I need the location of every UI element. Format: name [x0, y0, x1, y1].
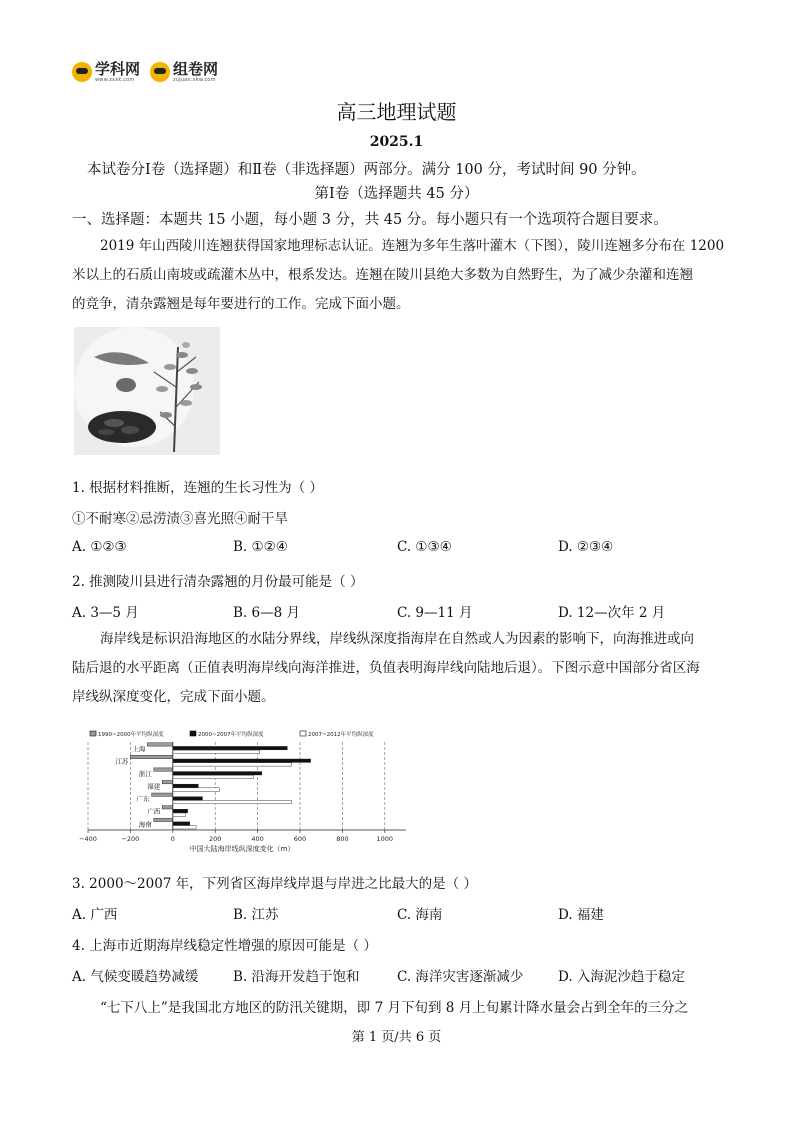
- bar-上海: [173, 746, 287, 749]
- legend-swatch: [300, 731, 306, 736]
- passage-line: 的竞争，清杂露翘是每年要进行的工作。完成下面小题。: [72, 296, 410, 312]
- question-2-option-d: D. 12—次年 2 月: [558, 605, 666, 621]
- passage-2: [72, 625, 722, 712]
- logo-zujuan: [150, 61, 218, 83]
- category-label: 浙江: [138, 770, 152, 779]
- question-1-option-a: A. ①②③: [72, 539, 127, 555]
- question-2-option-a: A. 3—5 月: [72, 605, 139, 621]
- bar-海南: [173, 822, 190, 825]
- x-tick-label: 200: [208, 835, 222, 843]
- question-4-option-b: B. 沿海开发趋于饱和: [233, 969, 360, 985]
- question-4-stem: 4. 上海市近期海岸线稳定性增强的原因可能是（ ）: [72, 938, 377, 954]
- bar-福建: [173, 784, 198, 787]
- bar-浙江: [154, 768, 173, 771]
- category-label: 广东: [136, 795, 150, 804]
- legend-label: 2007~2012年平均纵深度: [308, 732, 374, 738]
- question-1-statements: ①不耐寒②忌涝渍③喜光照④耐干旱: [72, 511, 288, 527]
- x-tick-label: 600: [293, 835, 307, 843]
- category-label: 海南: [138, 820, 152, 829]
- legend-swatch: [90, 731, 96, 736]
- passage-line: 陆后退的水平距离（正值表明海岸线向海洋推进，负值表明海岸线向陆地后退）。下图示意中国部分省区海: [72, 660, 700, 676]
- bar-海南: [154, 818, 173, 821]
- bar-浙江: [173, 772, 262, 775]
- forsythia-photo: [74, 327, 220, 455]
- exam-date: 2025.1: [369, 134, 424, 150]
- question-3-stem: 3. 2000～2007 年，下列省区海岸线岸退与岸进之比最大的是（ ）: [72, 876, 477, 892]
- question-1-stem: 1. 根据材料推断，连翘的生长习性为（ ）: [72, 480, 323, 496]
- passage-line: 海岸线是标识沿海地区的水陆分界线，岸线纵深度指海岸在自然或人为因素的影响下，向海推进或向: [100, 631, 694, 647]
- bar-江苏: [130, 755, 172, 758]
- bar-福建: [162, 780, 173, 783]
- category-label: 福建: [147, 782, 161, 791]
- bar-广东: [152, 793, 173, 796]
- exam-title: 高三地理试题: [336, 100, 457, 124]
- logo-text: 学科网: [95, 60, 141, 78]
- logo-text: 组卷网: [173, 60, 219, 78]
- passage-line: 岸线纵深度变化，完成下面小题。: [72, 689, 275, 705]
- passage-line: 2019 年山西陵川连翘获得国家地理标志认证。连翘为多年生落叶灌木（下图），陵川连翘多分布在 1200: [100, 238, 725, 254]
- bar-浙江: [173, 775, 254, 778]
- owl-icon: [72, 62, 92, 82]
- question-3-option-c: C. 海南: [397, 907, 443, 923]
- section-heading: 第Ⅰ卷（选择题共 45 分）: [314, 186, 479, 202]
- question-1-option-c: C. ①③④: [397, 539, 452, 555]
- chart-legend: [90, 730, 374, 738]
- bar-上海: [173, 750, 260, 753]
- bar-海南: [173, 826, 196, 829]
- passage-3: “七下八上”是我国北方地区的防汛关键期，即 7 月下旬到 8 月上旬累计降水量会占到全年的三分之: [100, 1000, 689, 1016]
- bar-上海: [147, 743, 172, 746]
- chart-xlabel: 中国大陆海岸线纵深度变化（m）: [189, 845, 295, 853]
- legend-swatch: [190, 731, 196, 736]
- question-3-option-b: B. 江苏: [233, 907, 279, 923]
- question-2-option-b: B. 6—8 月: [233, 605, 300, 621]
- page-footer: 第 1 页/共 6 页: [351, 1030, 442, 1045]
- bar-广西: [162, 806, 173, 809]
- bar-广西: [173, 809, 188, 812]
- x-tick-label: −400: [79, 835, 97, 843]
- logo-url: www.zxxk.com: [95, 77, 135, 83]
- passage-line: 米以上的石质山南坡或疏灌木丛中，根系发达。连翘在陵川县绝大多数为自然野生，为了减少杂灌和连翘: [72, 267, 693, 283]
- legend-label: 1990~2000年平均纵深度: [98, 732, 164, 738]
- logo-xueke: [72, 61, 140, 83]
- forsythia-illustration: [74, 327, 220, 455]
- x-tick-label: 1000: [376, 835, 394, 843]
- x-tick-label: 0: [170, 835, 175, 843]
- question-3-option-a: A. 广西: [72, 907, 118, 923]
- bar-广东: [173, 797, 203, 800]
- legend-label: 2000~2007年平均纵深度: [198, 732, 264, 738]
- question-1-option-b: B. ①②④: [233, 539, 288, 555]
- question-4-option-a: A. 气候变暖趋势减缓: [72, 969, 199, 985]
- question-1-option-d: D. ②③④: [558, 539, 614, 555]
- bar-江苏: [173, 763, 292, 766]
- x-tick-label: 400: [251, 835, 264, 843]
- bar-广西: [173, 813, 186, 816]
- x-tick-label: 800: [336, 835, 349, 843]
- category-label: 广西: [147, 807, 161, 816]
- publisher-logos: [72, 58, 218, 86]
- bar-福建: [173, 788, 220, 791]
- exam-intro: 本试卷分Ⅰ卷（选择题）和Ⅱ卷（非选择题）两部分。满分 100 分，考试时间 90 分钟。: [87, 162, 646, 178]
- question-2-stem: 2. 推测陵川县进行清杂露翘的月份最可能是（ ）: [72, 574, 364, 590]
- part-heading: 一、选择题：本题共 15 小题，每小题 3 分，共 45 分。每小题只有一个选项符合题目要求。: [72, 212, 668, 228]
- category-label: 上海: [132, 744, 146, 753]
- question-4-option-d: D. 入海泥沙趋于稳定: [558, 969, 685, 985]
- question-3-option-d: D. 福建: [558, 907, 604, 923]
- bar-广东: [173, 800, 292, 803]
- owl-icon: [150, 62, 170, 82]
- category-label: 江苏: [115, 757, 129, 766]
- bar-江苏: [173, 759, 311, 762]
- chart-svg: [72, 728, 412, 854]
- coastline-depth-chart: [72, 728, 412, 854]
- passage-1: [72, 232, 725, 319]
- x-tick-label: −200: [121, 835, 140, 843]
- question-2-option-c: C. 9—11 月: [397, 605, 473, 621]
- question-4-option-c: C. 海洋灾害逐渐减少: [397, 969, 524, 985]
- logo-url: zujuan.xkw.com: [173, 77, 216, 83]
